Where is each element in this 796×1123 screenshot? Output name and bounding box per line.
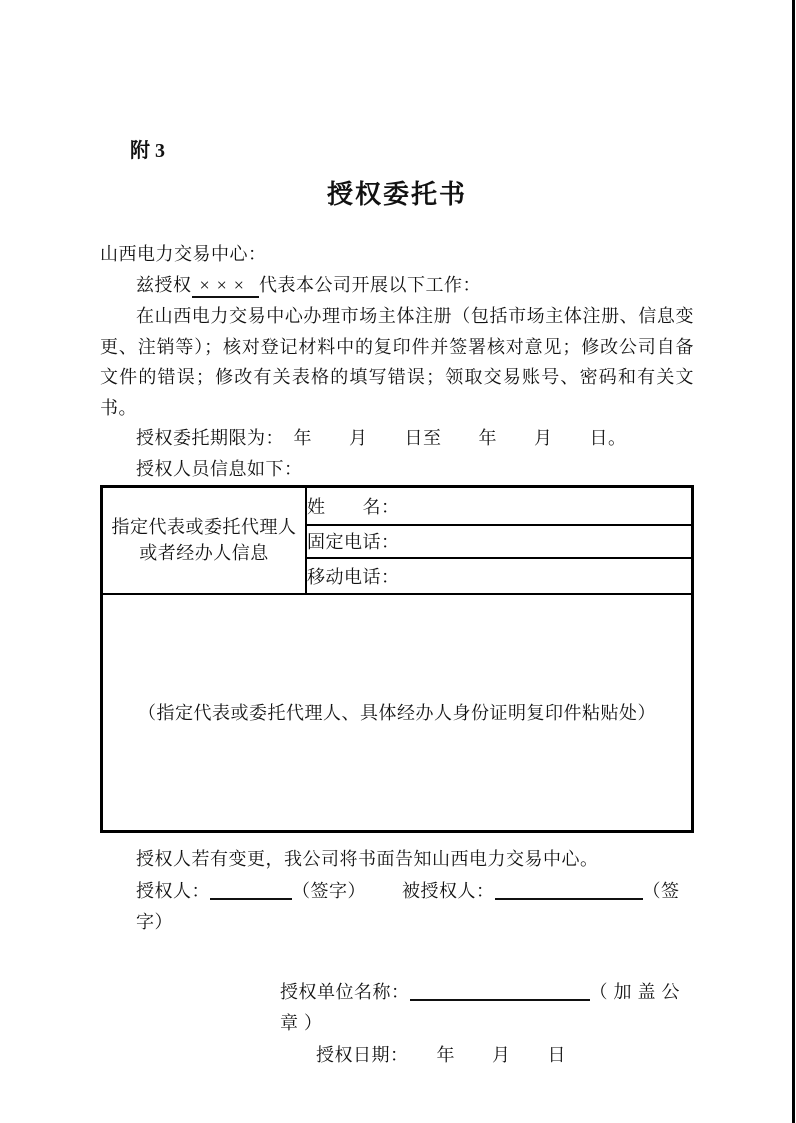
authorizer-label: 授权人： bbox=[136, 881, 210, 901]
authorizer-sign-suffix: （签字） bbox=[292, 881, 366, 901]
unit-name-line bbox=[410, 980, 590, 1001]
mobile-phone-field-cell: 移动电话： bbox=[306, 558, 693, 594]
name-field-cell: 姓 名： bbox=[306, 487, 693, 525]
document-content bbox=[100, 0, 694, 1071]
signature-row bbox=[100, 876, 694, 938]
authorize-line bbox=[100, 270, 694, 301]
scan-edge-artifact bbox=[792, 0, 795, 1123]
body-paragraph: 在山西电力交易中心办理市场主体注册（包括市场主体注册、信息变更、注销等）；核对登记材料中的复印件并签署核对意见；修改公司自备文件的错误；修改有关表格的填写错误；领取交易账号、密码和有关文书。 bbox=[100, 306, 694, 418]
authorized-signature-line bbox=[495, 879, 643, 900]
authorized-label: 被授权人： bbox=[402, 881, 495, 901]
attachment-label: 附 3 bbox=[130, 140, 165, 162]
authorize-prefix: 兹授权 bbox=[136, 275, 192, 295]
id-copy-paste-area: （指定代表或委托代理人、具体经办人身份证明复印件粘贴处） bbox=[102, 594, 693, 832]
authorized-name-blank: ××× bbox=[192, 274, 259, 298]
authorized-sign-suffix: （签字） bbox=[136, 881, 680, 932]
date-label: 授权日期： bbox=[316, 1045, 400, 1065]
table-left-header: 指定代表或委托代理人或者经办人信息 bbox=[102, 487, 307, 594]
personnel-table bbox=[100, 485, 694, 833]
unit-name-row bbox=[100, 977, 694, 1039]
document-title: 授权委托书 bbox=[326, 180, 467, 209]
authorizer-signature-line bbox=[210, 879, 292, 900]
info-intro: 授权人员信息如下： bbox=[136, 459, 303, 479]
change-note: 授权人若有变更，我公司将书面告知山西电力交易中心。 bbox=[136, 849, 599, 869]
fixed-phone-field-cell: 固定电话： bbox=[306, 525, 693, 558]
salutation: 山西电力交易中心： bbox=[100, 244, 267, 264]
table-row bbox=[102, 594, 693, 832]
date-fields: 年 月 日 bbox=[399, 1045, 566, 1065]
authorization-date-row bbox=[100, 1040, 694, 1071]
company-seal-suffix: （加盖公章） bbox=[280, 982, 686, 1033]
unit-name-label: 授权单位名称： bbox=[280, 982, 410, 1002]
authorize-suffix: 代表本公司开展以下工作： bbox=[258, 275, 481, 295]
table-row bbox=[102, 487, 693, 525]
period-line: 授权委托期限为： 年 月 日至 年 月 日。 bbox=[136, 428, 627, 448]
